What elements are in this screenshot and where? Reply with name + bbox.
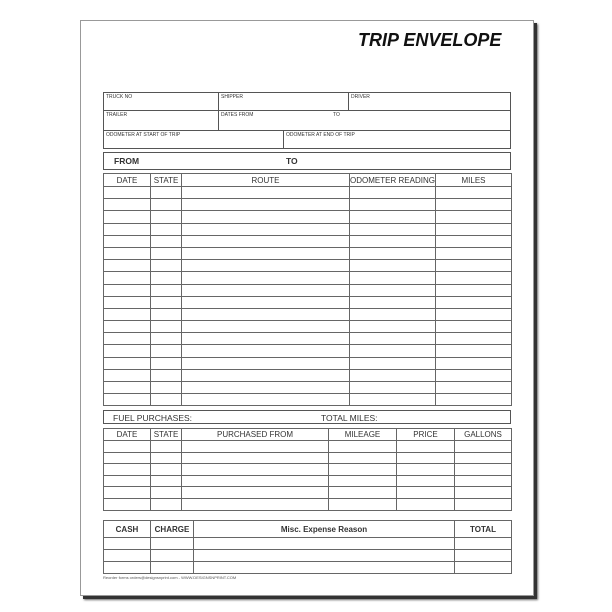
table-cell[interactable] (104, 345, 151, 357)
table-cell[interactable] (397, 441, 455, 453)
table-cell[interactable] (182, 187, 350, 199)
table-cell[interactable] (436, 223, 512, 235)
table-cell[interactable] (455, 498, 512, 510)
table-cell[interactable] (329, 498, 397, 510)
table-cell[interactable] (350, 321, 436, 333)
table-row (104, 284, 512, 296)
table-cell[interactable] (436, 308, 512, 320)
table-cell[interactable] (350, 223, 436, 235)
table-cell[interactable] (104, 308, 151, 320)
trailer-label: TRAILER (106, 112, 128, 118)
table-cell[interactable] (151, 498, 182, 510)
table-row (104, 382, 512, 394)
driver-label: DRIVER (351, 94, 370, 100)
table-cell[interactable] (182, 394, 350, 406)
table-cell[interactable] (151, 199, 182, 211)
table-cell[interactable] (104, 187, 151, 199)
footer-text: Reorder forms orders@designsnprint.com - WWW.DESIGNSNPRINT.COM (103, 575, 237, 580)
table-cell[interactable] (182, 452, 329, 464)
table-cell[interactable] (104, 394, 151, 406)
table-cell[interactable] (436, 296, 512, 308)
table-cell[interactable] (151, 487, 182, 499)
table-cell[interactable] (151, 321, 182, 333)
table-cell[interactable] (151, 187, 182, 199)
table-cell[interactable] (436, 321, 512, 333)
table-cell[interactable] (151, 538, 194, 550)
column-header: TOTAL (455, 521, 512, 538)
table-cell[interactable] (436, 369, 512, 381)
table-cell[interactable] (350, 199, 436, 211)
table-cell[interactable] (455, 441, 512, 453)
table-cell[interactable] (436, 187, 512, 199)
table-cell[interactable] (182, 308, 350, 320)
table-cell[interactable] (182, 464, 329, 476)
table-cell[interactable] (436, 260, 512, 272)
table-row (104, 345, 512, 357)
table-cell[interactable] (104, 284, 151, 296)
table-row (104, 235, 512, 247)
column-header: DATE (104, 429, 151, 441)
shipper-field[interactable] (218, 92, 349, 111)
table-cell[interactable] (350, 272, 436, 284)
table-row (104, 498, 512, 510)
table-cell[interactable] (151, 452, 182, 464)
table-cell[interactable] (151, 260, 182, 272)
column-header: GALLONS (455, 429, 512, 441)
table-row (104, 562, 512, 574)
table-cell[interactable] (350, 260, 436, 272)
table-cell[interactable] (104, 487, 151, 499)
table-cell[interactable] (436, 333, 512, 345)
table-cell[interactable] (104, 369, 151, 381)
table-cell[interactable] (397, 475, 455, 487)
table-cell[interactable] (350, 382, 436, 394)
table-cell[interactable] (397, 464, 455, 476)
table-row (104, 487, 512, 499)
column-header: MILES (436, 174, 512, 187)
column-header: ROUTE (182, 174, 350, 187)
table-cell[interactable] (350, 345, 436, 357)
odometer-end-field[interactable] (283, 130, 511, 149)
table-row (104, 475, 512, 487)
table-cell[interactable] (182, 211, 350, 223)
table-cell[interactable] (104, 333, 151, 345)
table-cell[interactable] (104, 475, 151, 487)
dates-from-label: DATES FROM (221, 112, 254, 118)
table-cell[interactable] (182, 498, 329, 510)
table-cell[interactable] (350, 357, 436, 369)
table-row (104, 187, 512, 199)
column-header: Misc. Expense Reason (194, 521, 455, 538)
table-row (104, 333, 512, 345)
table-cell[interactable] (151, 235, 182, 247)
table-cell[interactable] (182, 475, 329, 487)
shipper-label: SHIPPER (221, 94, 243, 100)
table-cell[interactable] (350, 284, 436, 296)
column-header: DATE (104, 174, 151, 187)
table-cell[interactable] (455, 464, 512, 476)
table-cell[interactable] (182, 441, 329, 453)
table-cell[interactable] (104, 498, 151, 510)
table-cell[interactable] (329, 464, 397, 476)
table-cell[interactable] (397, 498, 455, 510)
table-cell[interactable] (194, 538, 455, 550)
table-cell[interactable] (455, 562, 512, 574)
table-cell[interactable] (104, 441, 151, 453)
table-row (104, 538, 512, 550)
table-cell[interactable] (104, 382, 151, 394)
table-row (104, 247, 512, 259)
table-cell[interactable] (455, 550, 512, 562)
table-cell[interactable] (151, 464, 182, 476)
table-row (104, 357, 512, 369)
table-cell[interactable] (182, 272, 350, 284)
table-cell[interactable] (151, 382, 182, 394)
table-cell[interactable] (350, 394, 436, 406)
table-cell[interactable] (350, 296, 436, 308)
table-cell[interactable] (182, 223, 350, 235)
table-cell[interactable] (182, 382, 350, 394)
table-cell[interactable] (104, 223, 151, 235)
table-cell[interactable] (350, 211, 436, 223)
from-to-field[interactable] (103, 152, 511, 170)
table-cell[interactable] (455, 475, 512, 487)
table-cell[interactable] (151, 333, 182, 345)
column-header: ODOMETER READING (350, 175, 435, 185)
table-cell[interactable] (151, 211, 182, 223)
table-cell[interactable] (436, 235, 512, 247)
table-cell[interactable] (350, 333, 436, 345)
table-row (104, 464, 512, 476)
expense-table (103, 520, 512, 574)
truck-no-label: TRUCK NO (106, 94, 133, 100)
truck-no-field[interactable] (103, 92, 219, 111)
table-cell[interactable] (182, 247, 350, 259)
table-row (104, 272, 512, 284)
table-row (104, 296, 512, 308)
table-cell[interactable] (104, 260, 151, 272)
column-header: MILEAGE (329, 429, 397, 441)
odometer-end-label: ODOMETER AT END OF TRIP (286, 132, 355, 138)
from-label: FROM (114, 156, 140, 166)
table-cell[interactable] (151, 284, 182, 296)
table-cell[interactable] (104, 562, 151, 574)
table-row (104, 308, 512, 320)
table-cell[interactable] (151, 223, 182, 235)
column-header: CHARGE (151, 521, 194, 538)
table-cell[interactable] (104, 550, 151, 562)
table-cell[interactable] (182, 296, 350, 308)
fuel-table (103, 428, 512, 511)
table-cell[interactable] (350, 247, 436, 259)
table-cell[interactable] (151, 296, 182, 308)
table-cell[interactable] (436, 199, 512, 211)
table-cell[interactable] (350, 235, 436, 247)
table-cell[interactable] (151, 475, 182, 487)
table-cell[interactable] (182, 357, 350, 369)
to-label: TO (286, 156, 298, 166)
column-header: STATE (151, 174, 182, 187)
column-header: PURCHASED FROM (182, 429, 329, 441)
table-cell[interactable] (151, 369, 182, 381)
table-cell[interactable] (329, 452, 397, 464)
table-cell[interactable] (436, 284, 512, 296)
table-cell[interactable] (455, 538, 512, 550)
table-cell[interactable] (151, 394, 182, 406)
table-cell[interactable] (350, 369, 436, 381)
table-row (104, 211, 512, 223)
table-cell[interactable] (104, 357, 151, 369)
column-header: STATE (151, 429, 182, 441)
table-cell[interactable] (436, 394, 512, 406)
table-cell[interactable] (329, 441, 397, 453)
odometer-start-field[interactable] (103, 130, 284, 149)
table-row (104, 260, 512, 272)
table-cell[interactable] (182, 321, 350, 333)
table-cell[interactable] (436, 345, 512, 357)
table-row (104, 441, 512, 453)
table-row (104, 223, 512, 235)
form-title: TRIP ENVELOPE (358, 30, 502, 50)
table-cell[interactable] (397, 487, 455, 499)
table-cell[interactable] (104, 296, 151, 308)
table-row (104, 394, 512, 406)
route-table (103, 173, 512, 406)
table-row (104, 369, 512, 381)
dates-to-label: TO (333, 112, 340, 118)
table-cell[interactable] (397, 452, 455, 464)
table-cell[interactable] (151, 357, 182, 369)
table-cell[interactable] (151, 345, 182, 357)
table-cell[interactable] (151, 550, 194, 562)
fuel-summary-field[interactable] (103, 410, 511, 424)
table-cell[interactable] (436, 382, 512, 394)
table-cell[interactable] (104, 247, 151, 259)
trailer-field[interactable] (103, 110, 219, 131)
table-cell[interactable] (350, 187, 436, 199)
table-row (104, 321, 512, 333)
table-cell[interactable] (104, 452, 151, 464)
table-cell[interactable] (436, 247, 512, 259)
table-cell[interactable] (104, 538, 151, 550)
odometer-start-label: ODOMETER AT START OF TRIP (106, 132, 181, 138)
table-cell[interactable] (455, 452, 512, 464)
table-row (104, 550, 512, 562)
table-cell[interactable] (182, 345, 350, 357)
table-cell[interactable] (182, 333, 350, 345)
table-cell[interactable] (151, 272, 182, 284)
table-cell[interactable] (104, 321, 151, 333)
table-cell[interactable] (182, 369, 350, 381)
table-row (104, 199, 512, 211)
table-cell[interactable] (104, 235, 151, 247)
table-cell[interactable] (194, 550, 455, 562)
column-header: PRICE (397, 429, 455, 441)
table-cell[interactable] (436, 272, 512, 284)
table-cell[interactable] (436, 357, 512, 369)
table-cell[interactable] (455, 487, 512, 499)
table-cell[interactable] (350, 308, 436, 320)
table-cell[interactable] (182, 260, 350, 272)
table-cell[interactable] (182, 235, 350, 247)
table-cell[interactable] (151, 308, 182, 320)
table-cell[interactable] (104, 464, 151, 476)
table-cell[interactable] (151, 247, 182, 259)
table-row (104, 452, 512, 464)
table-cell[interactable] (182, 487, 329, 499)
table-cell[interactable] (151, 441, 182, 453)
table-cell[interactable] (182, 199, 350, 211)
table-cell[interactable] (104, 272, 151, 284)
table-cell[interactable] (329, 487, 397, 499)
table-cell[interactable] (104, 211, 151, 223)
table-cell[interactable] (151, 562, 194, 574)
driver-field[interactable] (348, 92, 511, 111)
fuel-purchases-label: FUEL PURCHASES: (113, 413, 193, 423)
table-cell[interactable] (329, 475, 397, 487)
table-cell[interactable] (104, 199, 151, 211)
column-header: CASH (104, 521, 151, 538)
table-cell[interactable] (436, 211, 512, 223)
dates-field[interactable] (218, 110, 511, 131)
table-cell[interactable] (182, 284, 350, 296)
table-cell[interactable] (194, 562, 455, 574)
total-miles-label: TOTAL MILES: (321, 413, 378, 423)
